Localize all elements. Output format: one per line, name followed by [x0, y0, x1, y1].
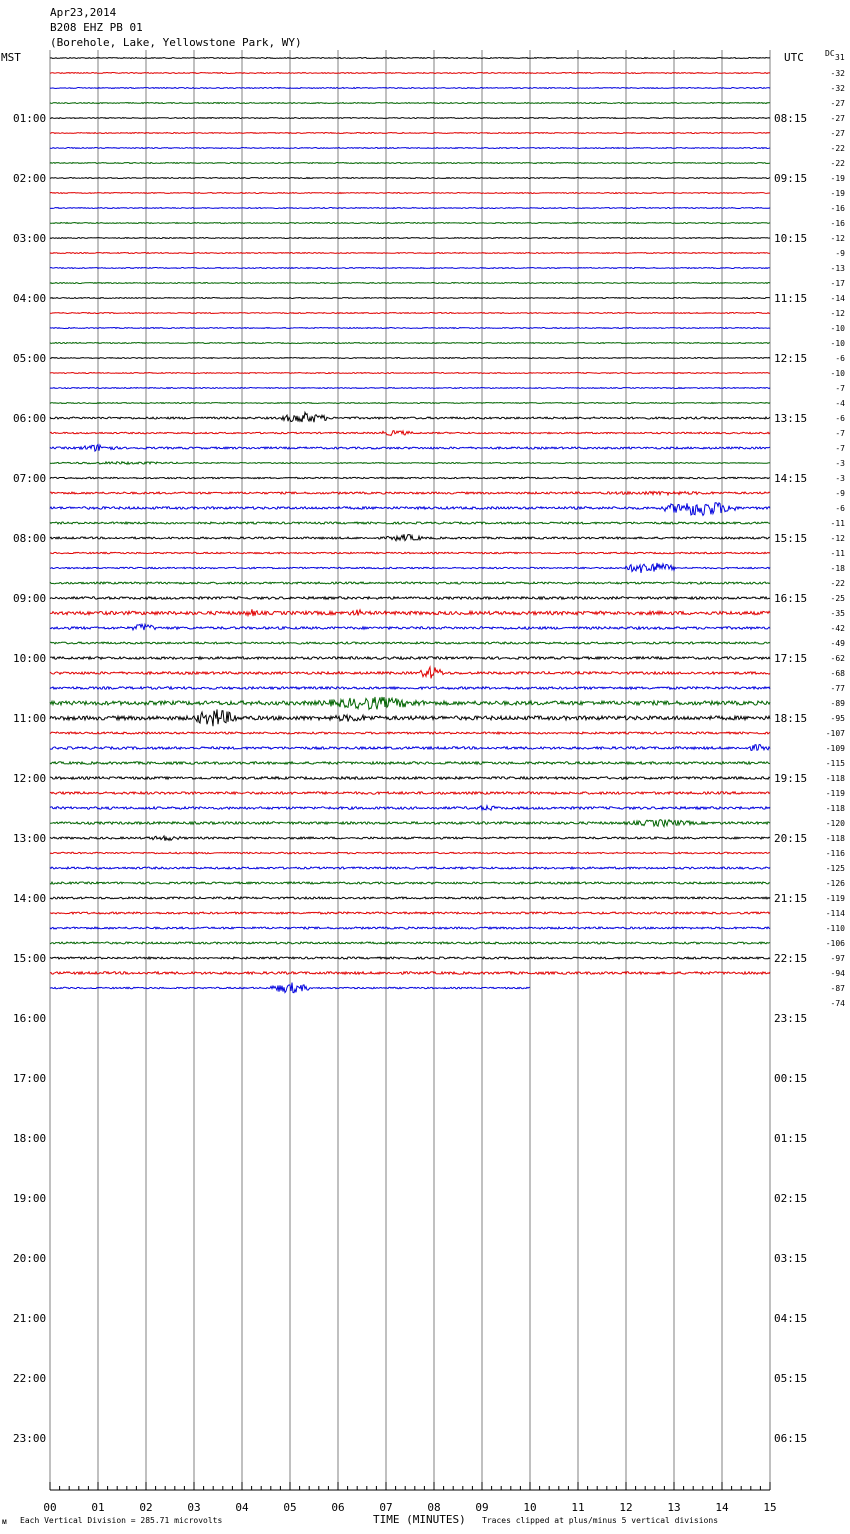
trace-8 [50, 178, 770, 179]
dc-offset-label: -119 [825, 789, 845, 798]
dc-offset-label: -32 [830, 69, 845, 78]
trace-2 [50, 88, 770, 89]
mst-hour-label: 13:00 [13, 832, 47, 845]
trace-14 [50, 268, 770, 269]
trace-61 [50, 972, 770, 974]
dc-offset-label: -97 [830, 954, 845, 963]
trace-55 [50, 882, 770, 884]
dc-offset-label: -120 [825, 819, 845, 828]
trace-37 [50, 609, 770, 616]
header [50, 6, 302, 49]
trace-32 [50, 534, 770, 540]
clip-note: Traces clipped at plus/minus 5 vertical divisions [482, 1516, 719, 1525]
dc-offset-label: -25 [830, 594, 845, 603]
trace-57 [50, 912, 770, 914]
utc-hour-label: 02:15 [774, 1192, 808, 1205]
trace-0 [50, 58, 770, 59]
seismic-traces [50, 58, 770, 993]
trace-17 [50, 313, 770, 314]
x-tick-label: 04 [235, 1501, 249, 1514]
dc-offset-label: -32 [830, 84, 845, 93]
mst-hour-label: 10:00 [13, 652, 47, 665]
dc-offset-label: -22 [830, 144, 845, 153]
x-tick-label: 00 [43, 1501, 57, 1514]
mst-hour-label: 02:00 [13, 172, 47, 185]
x-tick-label: 07 [379, 1501, 393, 1514]
dc-offset-label: -74 [830, 999, 845, 1008]
mst-hour-label: 15:00 [13, 952, 47, 965]
utc-hour-label: 00:15 [774, 1072, 808, 1085]
dc-offset-label: -13 [830, 264, 845, 273]
x-tick-label: 08 [427, 1501, 441, 1514]
utc-hour-label: 14:15 [774, 472, 808, 485]
scale-note: Each Vertical Division = 285.71 microvolts [20, 1516, 223, 1525]
dc-offset-label: -119 [825, 894, 845, 903]
dc-offset-label: -19 [830, 189, 845, 198]
mst-hour-label: 20:00 [13, 1252, 47, 1265]
x-tick-label: 09 [475, 1501, 489, 1514]
trace-4 [50, 118, 770, 119]
trace-19 [50, 343, 770, 344]
dc-offset-label: -17 [830, 279, 845, 288]
trace-21 [50, 373, 770, 374]
x-tick-label: 06 [331, 1501, 345, 1514]
utc-hour-label: 10:15 [774, 232, 808, 245]
mst-hour-label: 12:00 [13, 772, 47, 785]
utc-hour-label: 01:15 [774, 1132, 808, 1145]
utc-hour-label: 11:15 [774, 292, 808, 305]
trace-46 [50, 745, 770, 751]
trace-3 [50, 103, 770, 104]
trace-44 [50, 709, 770, 726]
mst-hour-label: 01:00 [13, 112, 47, 125]
dc-offset-label: -94 [830, 969, 845, 978]
utc-hour-label: 04:15 [774, 1312, 808, 1325]
trace-59 [50, 942, 770, 944]
trace-40 [50, 657, 770, 659]
trace-23 [50, 403, 770, 404]
dc-offset-label: -22 [830, 579, 845, 588]
dc-offset-label: -118 [825, 774, 845, 783]
x-tick-label: 03 [187, 1501, 201, 1514]
utc-hour-label: 21:15 [774, 892, 808, 905]
trace-9 [50, 193, 770, 194]
dc-offset-label: -22 [830, 159, 845, 168]
trace-18 [50, 328, 770, 329]
trace-11 [50, 223, 770, 224]
x-tick-label: 12 [619, 1501, 633, 1514]
utc-hour-label: 12:15 [774, 352, 808, 365]
trace-27 [50, 462, 770, 465]
trace-25 [50, 431, 770, 436]
trace-42 [50, 687, 770, 689]
utc-hour-label: 17:15 [774, 652, 808, 665]
mst-hour-label: 16:00 [13, 1012, 47, 1025]
trace-38 [50, 624, 770, 630]
utc-hour-label: 22:15 [774, 952, 808, 965]
trace-10 [50, 208, 770, 209]
mst-hour-label: 17:00 [13, 1072, 47, 1085]
mst-hour-label: 11:00 [13, 712, 47, 725]
mst-hour-label: 07:00 [13, 472, 47, 485]
dc-offset-label: -11 [830, 519, 845, 528]
mst-hour-label: 08:00 [13, 532, 47, 545]
trace-60 [50, 957, 770, 959]
x-tick-label: 11 [571, 1501, 585, 1514]
trace-30 [50, 503, 770, 516]
dc-offset-label: -77 [830, 684, 845, 693]
utc-hour-label: 06:15 [774, 1432, 808, 1445]
dc-offset-label: -6 [835, 414, 845, 423]
trace-33 [50, 552, 770, 553]
dc-offset-label: -6 [835, 504, 845, 513]
dc-offset-label: -87 [830, 984, 845, 993]
trace-41 [50, 667, 770, 678]
trace-12 [50, 238, 770, 239]
header-date: Apr23,2014 [50, 6, 117, 19]
trace-22 [50, 388, 770, 389]
dc-offset-label: -118 [825, 834, 845, 843]
dc-offset-label: -27 [830, 129, 845, 138]
mst-hour-label: 09:00 [13, 592, 47, 605]
trace-36 [50, 597, 770, 599]
utc-hour-label: 15:15 [774, 532, 808, 545]
trace-52 [50, 836, 770, 841]
trace-35 [50, 582, 770, 584]
dc-offset-label: -89 [830, 699, 845, 708]
x-tick-label: 10 [523, 1501, 537, 1514]
dc-offset-label: -106 [825, 939, 845, 948]
dc-offset-label: -16 [830, 204, 845, 213]
dc-offset-label: -118 [825, 804, 845, 813]
dc-offset-label: -95 [830, 714, 845, 723]
mst-hour-label: 06:00 [13, 412, 47, 425]
mst-hour-label: 23:00 [13, 1432, 47, 1445]
dc-offset-label: -9 [835, 489, 845, 498]
utc-hour-label: 08:15 [774, 112, 808, 125]
x-tick-label: 14 [715, 1501, 729, 1514]
mst-hour-label: 18:00 [13, 1132, 47, 1145]
utc-hour-label: 05:15 [774, 1372, 808, 1385]
minute-grid [50, 50, 770, 1490]
x-tick-label: 02 [139, 1501, 153, 1514]
dc-offset-label: -116 [825, 849, 845, 858]
trace-45 [50, 732, 770, 734]
trace-7 [50, 163, 770, 164]
mst-hour-label: 04:00 [13, 292, 47, 305]
trace-39 [50, 642, 770, 644]
utc-hour-label: 03:15 [774, 1252, 808, 1265]
dc-offset-label: -109 [825, 744, 845, 753]
trace-53 [50, 852, 770, 853]
dc-offset-label: -10 [830, 339, 845, 348]
trace-56 [50, 897, 770, 899]
dc-offset-label: -4 [835, 399, 845, 408]
dc-offset-label: -62 [830, 654, 845, 663]
trace-1 [50, 73, 770, 74]
mst-hour-label: 22:00 [13, 1372, 47, 1385]
trace-6 [50, 148, 770, 149]
dc-offset-label: -9 [835, 249, 845, 258]
header-station: B208 EHZ PB 01 [50, 21, 143, 34]
dc-offset-label: -42 [830, 624, 845, 633]
dc-offset-label: -3 [835, 459, 845, 468]
dc-offset-label: -12 [830, 234, 845, 243]
dc-offset-label: -6 [835, 354, 845, 363]
dc-offset-label: -115 [825, 759, 845, 768]
trace-16 [50, 298, 770, 299]
header-location: (Borehole, Lake, Yellowstone Park, WY) [50, 36, 302, 49]
right-axis-title: UTC [784, 51, 804, 64]
dc-offset-label: -7 [835, 429, 845, 438]
trace-58 [50, 927, 770, 929]
mst-hour-label: 19:00 [13, 1192, 47, 1205]
dc-offset-label: -11 [830, 549, 845, 558]
trace-49 [50, 792, 770, 794]
mst-hour-label: 05:00 [13, 352, 47, 365]
dc-offset-label: -107 [825, 729, 845, 738]
x-tick-label: 05 [283, 1501, 297, 1514]
dc-offset-label: -125 [825, 864, 845, 873]
utc-hour-label: 13:15 [774, 412, 808, 425]
footer [2, 1513, 718, 1526]
utc-hour-label: 19:15 [774, 772, 808, 785]
trace-48 [50, 777, 770, 779]
mst-hour-label: 14:00 [13, 892, 47, 905]
dc-offset-label: -14 [830, 294, 845, 303]
dc-offset-label: -35 [830, 609, 845, 618]
dc-offset-label: -10 [830, 369, 845, 378]
trace-34 [50, 563, 770, 573]
dc-offset-label: -3 [835, 474, 845, 483]
mst-hour-label: 03:00 [13, 232, 47, 245]
trace-15 [50, 283, 770, 284]
trace-5 [50, 133, 770, 134]
trace-31 [50, 522, 770, 524]
x-axis-label: TIME (MINUTES) [373, 1513, 466, 1526]
trace-51 [50, 820, 770, 827]
utc-hour-label: 18:15 [774, 712, 808, 725]
x-tick-label: 13 [667, 1501, 681, 1514]
utc-hour-label: 16:15 [774, 592, 808, 605]
dc-offset-label: -27 [830, 114, 845, 123]
trace-24 [50, 412, 770, 422]
trace-13 [50, 253, 770, 254]
dc-offset-label: -110 [825, 924, 845, 933]
x-tick-label: 01 [91, 1501, 105, 1514]
dc-offset-label: -7 [835, 444, 845, 453]
trace-54 [50, 867, 770, 869]
dc-header-sub: 31 [835, 53, 845, 62]
dc-offset-label: -7 [835, 384, 845, 393]
dc-offset-label: -114 [825, 909, 845, 918]
trace-50 [50, 806, 770, 810]
dc-header: DC [825, 49, 835, 58]
trace-26 [50, 445, 770, 452]
dc-offset-label: -12 [830, 534, 845, 543]
dc-offset-label: -10 [830, 324, 845, 333]
dc-offset-label: -68 [830, 669, 845, 678]
dc-offset-label: -18 [830, 564, 845, 573]
dc-offset-labels [826, 69, 845, 1008]
dc-offset-label: -16 [830, 219, 845, 228]
trace-29 [50, 491, 770, 495]
left-axis-title: MST [1, 51, 21, 64]
trace-28 [50, 477, 770, 478]
utc-hour-label: 23:15 [774, 1012, 808, 1025]
trace-47 [50, 762, 770, 764]
dc-offset-label: -12 [830, 309, 845, 318]
dc-offset-label: -19 [830, 174, 845, 183]
utc-hour-label: 20:15 [774, 832, 808, 845]
dc-offset-label: -49 [830, 639, 845, 648]
dc-offset-label: -27 [830, 99, 845, 108]
dc-offset-label: -126 [825, 879, 845, 888]
x-tick-label: 15 [763, 1501, 777, 1514]
trace-20 [50, 358, 770, 359]
time-axis [43, 1482, 776, 1514]
utc-hour-label: 09:15 [774, 172, 808, 185]
trace-43 [50, 697, 770, 710]
mst-hour-label: 21:00 [13, 1312, 47, 1325]
corner-mark: ᴍ [2, 1517, 7, 1526]
